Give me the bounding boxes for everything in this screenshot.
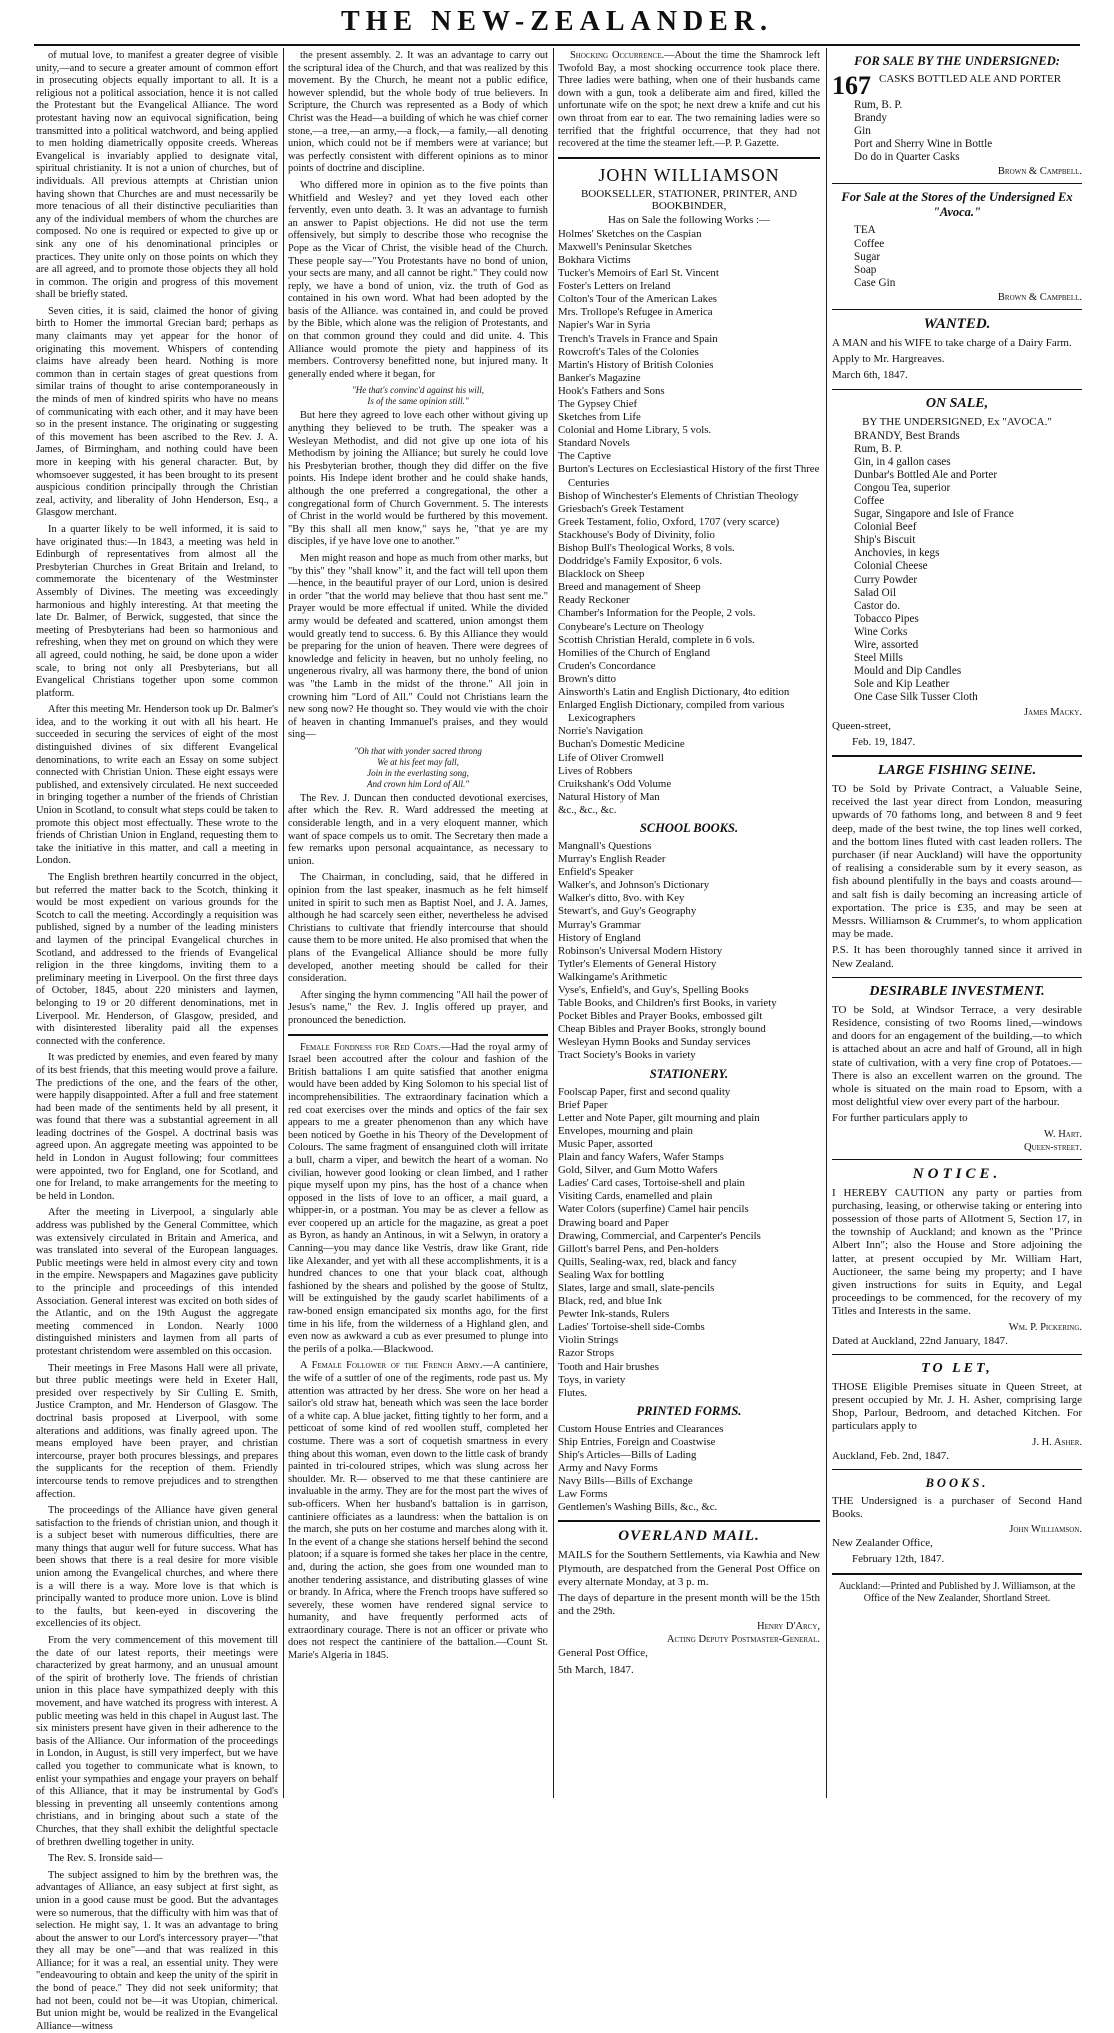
section-rule [832,1159,1082,1160]
school-book-item: Walker's, and Johnson's Dictionary [558,879,710,892]
article-body: —A cantiniere, the wife of a suttler of one of the regiments, rode past us. My attention was attracted by her dress. She wore on her head a sailor's old straw hat, beneath which was seen the lace border of a white cap. A blue jacket, fitting tightly to her form, and a petticoat of some kind of red woollen stuff, completed her costume. There was a sort of coquetish smartness in every thing about this woman, even down to the little cask of brandy painted in tri-coloured stripes, which was slung across her shoulder. Mr. R— observed to me that these cantiniere are invaluable in the army. They are for the most part the wives of sub-officers. When her husband's battalion is in garrison, cantiniere officiates as a laundress: when the battalion is on the march, she puts on her costume and marches along with it. In the event of a change she stations herself behind the second platoon; if a square is formed she takes her place in the centre, and, during the action, she goes from one wounded man to another tendering assistance, and distributing glasses of wine or brandy. In Africa, where the French troops have suffered so severely, these women have rendered signal service to humanity, and have frequently performed acts of extraordinary courage. There is not an officer or private who does not respect the cantiniere of the battalion.—Count St. Marie's Algeria in 1845. [288,1360,548,1662]
goods-item: Case Gin [854,276,896,289]
stationery-item: Sealing Wax for bottling [558,1268,664,1281]
section-rule [832,755,1082,757]
printed-form-item: Ship's Articles—Bills of Lading [558,1449,697,1461]
mail-signature: Henry D'Arcy, [757,1621,820,1633]
book-list-item: The Captive [558,450,612,463]
goods-item: Ship's Biscuit [854,534,916,547]
article-paragraph: The Chairman, in concluding, said, that he differed in opinion from the last speaker, inasmuch as he felt himself united in spirit to such men as Baptist Noel, and J. A. James, although he had scarcely seen either, nevertheless he advised Christians to cultivate that friendly intercourse that should cause them to be more united. He also promised that when the plans of the Evangelical Alliance should be more fully developed, another meeting should be called for their consideration. [288,872,548,985]
section-rule [832,309,1082,310]
column-2 [288,50,548,1795]
overland-mail-heading: OVERLAND MAIL. [618,1528,760,1545]
stationery-item: Tooth and Hair brushes [558,1360,659,1373]
section-rule [832,977,1082,978]
book-list-item: Breed and management of Sheep [558,581,701,594]
stationery-item: Visiting Cards, enamelled and plain [558,1190,713,1203]
school-books-list [558,840,820,1063]
newspaper-title: THE NEW-ZEALANDER. [340,6,774,37]
printed-forms-list [558,1423,820,1515]
stationery-item: Toys, in variety [558,1373,626,1386]
goods-item: Colonial Cheese [854,560,928,573]
printer-imprint: Auckland:—Printed and Published by J. Williamson, at the Office of the New Zealander, Shortland Street. [838,1580,1076,1604]
goods-item: Sole and Kip Leather [854,678,950,691]
goods-item: Wire, assorted [854,639,919,652]
printed-form-item: Army and Navy Forms [558,1462,658,1475]
book-list-item: Greek Testament, folio, Oxford, 1707 (very scarce) [558,515,780,528]
goods-item: Gin, in 4 gallon cases [854,455,951,468]
sale-goods-list [832,99,1082,164]
school-book-item: Vyse's, Enfield's, and Guy's, Spelling Books [558,984,749,996]
book-list-item: The Gypsey Chief [558,397,638,410]
stationery-heading: STATIONERY. [649,1066,729,1081]
school-book-item: Murray's English Reader [558,853,666,866]
investment-text: TO be Sold, at Windsor Terrace, a very desirable Residence, consisting of two Rooms lined,—windows and doors for an engagement of the building,—to which is attached about an acre and half of Ground, all in high state of cultivation, with a very fine crop of Potatoes.—There is also an excellent warren on the ground. The whole is situated on the main road to Epsom, with a most delightful view over every part of the harbour. [832,1003,1082,1109]
article-paragraph: After this meeting Mr. Henderson took up Dr. Balmer's idea, and to the working it out with all his heart. He succeeded in securing the services of eight of the most distinguished divines of six different Evangelical denominations, to write each an Essay on some subject connected with Christian Union. These eight essays were published, and extensively circulated. He next succeeded in bringing together a number of the friends of Christian Union in Scotland, to consult what steps could be taken to promote this object most effectually. These wrote to the friends of Christian Union in England, requesting them to take the initiative in this matter, and call a meeting in London. [36,704,278,867]
goods-item: Sugar [854,250,881,263]
school-book-item: Wesleyan Hymn Books and Sunday services [558,1036,751,1049]
book-list-item: Trench's Travels in France and Spain [558,332,718,345]
school-book-item: Mangnall's Questions [558,839,652,852]
masthead-rule [34,44,1080,46]
mail-signature-title: Acting Deputy Postmaster-General. [666,1634,820,1646]
notice-date: Dated at Auckland, 22nd January, 1847. [832,1334,1008,1347]
school-book-item: Tytler's Elements of General History [558,957,717,970]
article-paragraph: After singing the hymn commencing "All hail the power of Jesus's name," the Rev. J. Inglis offered up prayer, and pronounced the benediction. [288,989,548,1026]
goods-item: Colonial Beef [854,521,917,534]
school-books-heading: SCHOOL BOOKS. [639,820,739,835]
goods-item: Do do in Quarter Casks [854,151,960,164]
goods-item: Port and Sherry Wine in Bottle [854,138,993,151]
wanted-text: A MAN and his WIFE to take charge of a Dairy Farm. [832,336,1072,349]
section-rule [832,1354,1082,1355]
stationery-item: Water Colors (superfine) Camel hair pencils [558,1203,749,1216]
wanted-heading: WANTED. [923,315,991,332]
article-title: A Female Follower of the French Army. [300,1360,483,1372]
column-divider [826,48,827,1798]
column-divider [553,48,554,1798]
printed-form-item: Ship Entries, Foreign and Coastwise [558,1435,716,1448]
goods-item: Castor do. [854,599,900,612]
on-sale-heading: ON SALE, [925,395,989,411]
school-book-item: Murray's Grammar [558,918,641,931]
book-list-item: Doddridge's Family Expositor, 6 vols. [558,555,723,568]
notice-text: I HEREBY CAUTION any party or parties from purchasing, leasing, or otherwise taking or entering into possession of those parts of Allotment 5, Section 17, in the township of Auckland; and known as the "Prince Albert Inn"; also the House and Store adjoining the latter, at present occupied by Mr. William Hart, Auctioneer, the same being my property; and I have given instructions for suits in Equity, and Legal proceedings to be commenced, for the recovery of my Titles and Interests in the same. [832,1186,1082,1318]
article-paragraph: Seven cities, it is said, claimed the honor of giving birth to Homer the immortal Grecian bard; perhaps as many claimants may yet appear for the honor of originating this movement. Whispers of contending claims have already been heard. Nothing is more common than in certain stages of great questions from similar trains of thought to arise contemporaneously in the minds of men of kindred spirits who have no means of communicating with each other, and it may have been so in the present instance. The originating or suggesting of this movement has been ascribed to the Rev. J. A. James, of Birmingham, and nothing could have been more in keeping with his general character. But, by whomsoever suggested, it has been brought to its present auspicious condition principally through the Christian zeal, activity, and liberality of John Henderson, Esq., a Glasgow merchant. [36,305,278,519]
article-paragraph: After the meeting in Liverpool, a singularly able address was published by the General Committee, which was extensively circulated in Britain and America, and was translated into several of the European languages. Public meetings were held in almost every city and town in the empire. Newspapers and Magazines gave publicity to the principle and proceedings of this intended Association. General interest was excited on both sides of the Atlantic, and on the 19th August the aggregate meeting commenced in London. Nearly 1000 distinguished ministers and laymen from all parts of protestant christendom were assembled on this occasion. [36,1207,278,1357]
verse-quote: "He that's convinc'd against his will, Is of the same opinion still." [351,385,485,407]
book-list-item: Scottish Christian Herald, complete in 6 vols. [558,633,755,646]
article-paragraph: The Rev. J. Duncan then conducted devotional exercises, after which the Rev. R. Ward addressed the meeting at considerable length, and in a very eloquent manner, which want of space compels us to omit. The Secretary then made a few remarks upon personal acquaintance, as necessary to union. [288,792,548,867]
goods-item: Tobacco Pipes [854,612,919,625]
book-list-item: Natural History of Man [558,790,660,803]
goods-item: Coffee [854,495,885,508]
school-book-item: Enfield's Speaker [558,866,634,879]
stationery-item: Drawing board and Paper [558,1216,669,1229]
goods-item: Wine Corks [854,625,908,638]
masthead [0,0,1114,44]
school-book-item: Walkingame's Arithmetic [558,970,668,983]
mail-notice-dates: The days of departure in the present month will be the 15th and the 29th. [558,1592,820,1618]
stationery-item: Gold, Silver, and Gum Motto Wafers [558,1164,718,1177]
book-list-item: Lives of Robbers [558,764,633,777]
stationery-item: Drawing, Commercial, and Carpenter's Pencils [558,1229,761,1242]
article-paragraph: the present assembly. 2. It was an advantage to carry out the scriptural idea of the Church, and that was realized by this movement. By the Church, he meant not a public edifice, however splendid, but the whole body of true believers. In Scripture, the Church was represented as a Body of which Christ was the Head—a building of which he was chief corner stone,—a tree,—an army,—a flock,—a family,—all denoting union, which could not be if members were at variance; but was perfectly consistent with different opinions as to minor points of doctrine and discipline. [288,50,548,175]
book-list-item: Bishop Bull's Theological Works, 8 vols. [558,542,735,554]
stores-goods-list [832,224,1082,289]
book-list-item: &c., &c., &c. [558,803,617,816]
printed-form-item: Navy Bills—Bills of Exchange [558,1475,693,1488]
printed-form-item: Custom House Entries and Clearances [558,1422,724,1435]
goods-item: Rum, B. P. [854,99,903,111]
stationery-item: Ladies' Card cases, Tortoise-shell and plain [558,1177,745,1190]
school-book-item: History of England [558,931,641,944]
goods-item: BRANDY, Best Brands [854,429,960,442]
book-list-item: Bishop of Winchester's Elements of Christian Theology [558,489,799,502]
stores-heading: For Sale at the Stores of the Undersigned Ex "Avoca." [841,190,1073,220]
stationery-item: Brief Paper [558,1098,608,1111]
book-list-item: Rowcroft's Tales of the Colonies [558,345,699,358]
sale-ad [832,73,1082,177]
article-paragraph: Men might reason and hope as much from other marks, but "by this" they "shall know" it, and the fact will tell upon them—hence, in the beautiful prayer of our Lord, union is desired in order "that the world may believe that thou hast sent me." Prayer would be more effectual if united. While the divided army would be defeated and scattered, union amongst them would greatly tend to success. 6. By this Alliance they would be preparing for the union of heaven. There were degrees of knowledge and felicity in heaven, but no unholy feeling, no ungenerous rivalry, all was harmony there, the bond of union was "the Lamb in the midst of the throne." All join in crowning him "Lord of All." Could not Christians learn the new song now? He thought so. They would vie with the choir of heaven in chanting Immanuel's praises, and they would sing— [288,552,548,741]
section-rule [558,157,820,159]
stationery-item: Envelopes, mourning and plain [558,1124,693,1137]
section-rule [832,389,1082,390]
investment-apply: For further particulars apply to [832,1112,968,1125]
school-book-item: Cheap Bibles and Prayer Books, strongly bound [558,1023,766,1036]
to-let-signature: J. H. Asher. [1032,1436,1082,1448]
on-sale-place: Queen-street, [832,719,891,732]
book-list-item: Buchan's Domestic Medicine [558,738,685,751]
school-book-item: Tract Society's Books in variety [558,1049,696,1062]
book-list-item: Holmes' Sketches on the Caspian [558,227,702,240]
book-list-item: Colton's Tour of the American Lakes [558,293,718,306]
books-heading: BOOKS. [925,1475,989,1490]
book-list-item: Colonial and Home Library, 5 vols. [558,424,712,437]
to-let-text: THOSE Eligible Premises situate in Queen Street, at present occupied by Mr. J. H. Asher, comprising large Shop, Parlour, Bedroom, and detached Kitchen. For particulars apply to [832,1380,1082,1433]
goods-item: Anchovies, in kegs [854,547,940,560]
book-list-item: Brown's ditto [558,672,617,685]
printed-form-item: Law Forms [558,1488,608,1501]
goods-item: Congou Tea, superior [854,481,951,494]
article-fondness [288,1042,548,1357]
investment-heading: DESIRABLE INVESTMENT. [869,983,1045,999]
stationery-item: Violin Strings [558,1334,619,1347]
article-paragraph: The English brethren heartily concurred in the object, but referred the matter back to the Scotch, thinking it would be most expedient on various grounds for the Scotch to call the meeting. Accordingly a requisition was published, signed by a number of the leading ministers and laymen of the principal Evangelical churches in Scotland, and addressed to the friends of Evangelical religion in the three kingdoms, inviting them to a preliminary meeting in Liverpool. On the first three days of October, 1845, about 220 ministers and laymen, belonging to 19 or 20 different denominations, met in Liverpool. Mr. Henderson, of Glasgow, presided, and with disinterested liberality paid all the expenses connected with the conference. [36,872,278,1047]
section-rule [558,1520,820,1522]
wanted-date: March 6th, 1847. [832,369,908,382]
stationery-item: Flutes. [558,1386,588,1399]
book-list-item: Conybeare's Lecture on Theology [558,620,704,633]
to-let-heading: TO LET, [921,1360,993,1376]
column-divider [283,48,284,1798]
school-book-item: Walker's ditto, 8vo. with Key [558,892,685,905]
goods-item: Coffee [854,237,885,250]
on-sale-signature: James Macky. [1024,706,1082,718]
on-sale-sub: BY THE UNDERSIGNED, Ex "AVOCA." [862,415,1052,428]
goods-item: Gin [854,125,871,138]
article-body: —Had the royal army of Israel been accoutred after the colour and fashion of the British battalions I am quite satisfied that another enigma would have been added by King Solomon to his special list of incomprehensibilities. The extraordinary facination which a red coat exercises over the minds and optics of the fair sex appears to me a greater phenomenon than any which have been noticed by Goethe in his Theory of the Development of Colours. The same fragment of ensanguined cloth will irritate a bull, charm a viper, and bewitch the heart of a woman. No civilian, however good looking or clean limbed, and I rather pique myself upon my pins, has the host of a chance when opposed in the lists of love to an officer, a mail guard, a whipper-in, or a postman. You may be as clever a fellow as ever coopered up an article for the magazine, as great a poet as Byron, as handy an Antinous, in wit a Selwyn, in oratory a Canning—you may dance like Vestris, draw like Grant, ride like Alexander, and yet with all these accomplishments, it is a hundred chances to one that your black coat, although fashioned by the shears and polished by the goose of Stultz, will be extinguished by the gaudy scarlet habiliments of a raw-boned ensign emancipated six months ago, for the first time in his life, from the wilderness of a Highland glen, and even now as awkward a cub as ever presumed to plunge into the perils of a polka.—Blackwood. [288,1041,548,1355]
article-paragraph: Their meetings in Free Masons Hall were all private, but three public meetings were held in Exeter Hall, presided over respectively by Sir Culling E. Smith, Justice Crampton, and Mr. Henderson of Glasgow. The doctrinal basis proposed at Liverpool, with some alterations and additions, was finally agreed upon. The means employed have been prayer, and christian intercourse, prayer both procures blessings, and prepares the supplicants for the reception of them. Friendly intercourse tends to remove prejudices and to strengthen affection. [36,1362,278,1500]
school-book-item: Pocket Bibles and Prayer Books, embossed gilt [558,1010,763,1023]
book-list-item: Maxwell's Peninsular Sketches [558,240,692,253]
stationery-item: Foolscap Paper, first and second quality [558,1085,731,1098]
book-list-item: Hook's Fathers and Sons [558,384,665,397]
goods-item: Dunbar's Bottled Ale and Porter [854,468,998,481]
verse-quote: "Oh that with yonder sacred throng We at his feet may fall, Join in the everlasting song, And crown him Lord of All." [354,745,482,789]
book-list-item: Standard Novels [558,437,630,450]
books-signature: John Williamson. [1009,1524,1082,1536]
book-list-item: Enlarged English Dictionary, compiled from various Lexicographers [558,699,785,725]
stationery-item: Ladies' Tortoise-shell side-Combs [558,1321,705,1334]
stationery-item: Gillott's barrel Pens, and Pen-holders [558,1242,719,1255]
books-text: THE Undersigned is a purchaser of Second Hand Books. [832,1494,1082,1521]
stationery-item: Slates, large and small, slate-pencils [558,1281,715,1294]
book-list-item: Cruden's Concordance [558,659,656,672]
stationery-item: Plain and fancy Wafers, Wafer Stamps [558,1151,724,1164]
notice-signature: Wm. P. Pickering. [1008,1321,1082,1333]
advertiser-name: JOHN WILLIAMSON [598,164,780,185]
sale-goods-head: CASKS BOTTLED ALE AND PORTER [879,73,1062,85]
school-book-item: Table Books, and Children's first Books, in variety [558,997,777,1010]
article-paragraph: In a quarter likely to be well informed, it is said to have originated thus:—In 1843, a meeting was held in Edinburgh of representatives from almost all the Presbyterian Churches in Great Britain and Ireland, to commemorate the bicentenary of the Westminster Assembly of Divines. The meeting was exceedingly harmonious and highly interesting. At that meeting the late Dr. Balmer, of Berwick, suggested, that since the meeting of Presbyterians had been so harmonious and refreshing, when they met on ground on which they were all agreed, could nothing, he said, be done upon a wider scale, to bring not only all Presbyterians, but all Evangelical Christians together upon some common platform. [36,523,278,699]
seine-text: TO be Sold by Private Contract, a Valuable Seine, received the last year direct from London, measuring upwards of 70 fathoms long, and between 8 and 9 feet deep, made of the best twine, the top lines well corked, and the bottom lines fluted with cast leaden rollers. The purchaser (if near Auckland) will have the opportunity of realising a considerable sum by it every season, as fish abound plentifully in the bays and coasts around—and salt fish is daily becoming an increasing article of exportation. The price is £35, and may be seen at Messrs. Williamson & Crummer's, to whom application may be made. [832,782,1082,941]
books-place: New Zealander Office, [832,1537,933,1550]
mail-date: 5th March, 1847. [558,1663,634,1676]
book-list-item: Banker's Magazine [558,371,641,384]
column-1 [36,50,278,2032]
printed-form-item: Gentlemen's Washing Bills, &c., &c. [558,1501,718,1514]
article-shocking [558,50,820,151]
article-paragraph: From the very commencement of this movement till the date of our latest reports, their meetings were characterized by great harmony, and an unusual amount of the spirit of brotherly love. The friends of christian union in this place have sympathized deeply with this movement, and have watched its progress with interest. A public meeting was held in this chapel in August last. The six ministers present have given in their adherence to the basis of the Alliance. Our information of the proceedings in London, in August, is still very imperfect, but we have called you together to communicate what is known, to enlist your sympathies and engage your prayers on behalf of this Alliance, that it may be instrumental by God's blessing in preventing all unseemly contentions among christians, and in bringing about such a state of the Churches, that they shall exhibit the delightful spectacle of brethren dwelling together in unity. [36,1635,278,1848]
seine-heading: LARGE FISHING SEINE. [877,762,1037,778]
advertiser-trade: BOOKSELLER, STATIONER, PRINTER, AND BOOKBINDER, [580,187,798,212]
book-list-item: Blacklock on Sheep [558,568,645,581]
section-rule [288,1034,548,1036]
book-list-item: Mrs. Trollope's Refugee in America [558,306,713,319]
article-paragraph: The proceedings of the Alliance have given general satisfaction to the friends of christian union, and though it is a subject beset with numerous difficulties, there are many things that augur well for future success. What has been shows that there is a real desire for more visible union among the Evangelical churches, and where there is a will there is a way. More love is that which is principally wanted to produce more union. Love is blind to the faults, but keen-eyed in discovering the excellencies of its object. [36,1505,278,1630]
investment-signature: W. Hart. [1044,1128,1082,1140]
article-title: Female Fondness for Red Coats. [300,1041,441,1053]
column-4 [832,50,1082,1795]
goods-item: Brandy [854,112,887,125]
seine-postscript: P.S. It has been thoroughly tanned since it arrived in New Zealand. [832,944,1082,970]
sale-heading: FOR SALE BY THE UNDERSIGNED: [854,54,1060,68]
book-list-item: Bokhara Victims [558,253,631,266]
wanted-apply: Apply to Mr. Hargreaves. [832,353,945,366]
book-list-item: Sketches from Life [558,411,641,424]
cask-count: 167 [832,71,871,100]
school-book-item: Robinson's Universal Modern History [558,944,723,957]
stationery-item: Letter and Note Paper, gilt mourning and plain [558,1111,760,1124]
book-list-item: Burton's Lectures on Ecclesiastical History of the first Three Centuries [558,463,820,489]
on-sale-date: Feb. 19, 1847. [852,735,916,748]
advertiser-intro: Has on Sale the following Works :— [607,213,771,226]
section-rule [832,1573,1082,1575]
goods-item: Mould and Dip Candles [854,665,962,678]
book-list-item: Life of Oliver Cromwell [558,751,664,764]
book-list-item: Stackhouse's Body of Divinity, folio [558,528,715,541]
stationery-item: Music Paper, assorted [558,1137,653,1150]
book-list-item: Foster's Letters on Ireland [558,280,671,293]
stores-signature: Brown & Campbell. [997,291,1082,303]
mail-notice: MAILS for the Southern Settlements, via Kawhia and New Plymouth, are despatched from the General Post Office on every alternate Monday, at 3 p. m. [558,1549,820,1588]
goods-item: Steel Mills [854,652,903,665]
section-rule [832,1469,1082,1470]
stationery-item: Black, red, and blue Ink [558,1295,662,1308]
book-list-item: Griesbach's Greek Testament [558,502,684,515]
column-3 [558,50,820,1795]
article-paragraph: of mutual love, to manifest a greater degree of visible unity,—and to secure a greater amount of common effort in prosecuting objects equally important to all. It is a religious not a political association, hence it is not called the Protestant but the Evangelical Alliance. The word protestant having now an equivocal signification, being transmitted into a political watchword, and being applied to men holding diametrically opposite creeds. Whereas Evangelical is invariably applied to designate vital, spiritual christianity. It is not a union of churches, but of individuals. All previous attempts at Christian union having shown that Churches are and must necessarily be more tenacious of all their distinctive peculiarities than any of the individual members of whom the churches are composed. No one is required or expected to give up or sink any one of his denominational principles or practices. They unite only on those points on which they are all agreed, and to promote those objects they all hold in common. The origin and progress of this movement shall be briefly stated. [36,50,278,301]
stationery-item: Quills, Sealing-wax, red, black and fancy [558,1255,737,1268]
article-follower [288,1360,548,1662]
sale-signature: Brown & Campbell. [997,166,1082,178]
on-sale-goods-list [832,430,1082,705]
books-list [558,228,820,817]
book-list-item: Napier's War in Syria [558,319,651,332]
goods-item: Curry Powder [854,573,918,586]
notice-heading: NOTICE. [912,1165,1002,1182]
books-date: February 12th, 1847. [852,1553,945,1566]
article-paragraph: Who differed more in opinion as to the five points than Whitfield and Wesley? and yet they loved each other fervently, even unto death. 3. It was an advantage to furnish an answer to Papist objections. He did not use the term offensively, but simply to describe those who recognise the Pope as the Vicar of Christ, the visible head of the Church. These people say—"You Protestants have no bond of union, your sects are many, and all cannot be right." They could now reply, we have a bond of union, viz. the truth of God as contained in his own word. What had been adopted by the basis of the Alliance. was contained in, and could be proved by the Bible, which alone was the religion of Protestants, and on that common ground they could and did unite. 4. This Alliance would promote the piety and happiness of its members. Controversy benefitted none, but injured many. It generally ended where it began, for [288,179,548,380]
book-list-item: Homilies of the Church of England [558,646,711,659]
article-paragraph: It was predicted by enemies, and even feared by many of its best friends, that this meeting would prove a failure. The predictions of the one, and the fears of the other, were happily disappointed. After a full and free statement had been made of the sentiments held by all present, it was found that there was a substantial agreement in all leading doctrines of the Gospel. A doctrinal basis was agreed upon. An aggregate meeting was appointed to be held in London in August following; four committees were appointed, two for England, one for Scotland, and one for Ireland, to make arrangements for the meeting to be held in London. [36,1052,278,1202]
printed-forms-heading: PRINTED FORMS. [636,1403,742,1418]
book-list-item: Tucker's Memoirs of Earl St. Vincent [558,267,719,280]
goods-item: Salad Oil [854,586,896,599]
book-list-item: Norrie's Navigation [558,725,643,738]
book-list-item: Chamber's Information for the People, 2 vols. [558,607,756,620]
school-book-item: Stewart's, and Guy's Geography [558,905,697,918]
book-list-item: Cruikshank's Odd Volume [558,777,672,790]
article-title: Shocking Occurrence. [570,50,665,61]
goods-item: Soap [854,263,877,276]
stationery-list [558,1086,820,1400]
goods-item: Sugar, Singapore and Isle of France [854,508,1014,521]
goods-item: Rum, B. P. [854,442,903,455]
stationery-item: Pewter Ink-stands, Rulers [558,1308,670,1321]
investment-place: Queen-street. [1023,1141,1082,1153]
book-list-item: Ainsworth's Latin and English Dictionary, 4to edition [558,686,790,699]
goods-item: TEA [854,224,876,237]
book-list-item: Ready Reckoner [558,594,630,607]
section-rule [832,183,1082,184]
book-list-item: Martin's History of British Colonies [558,358,714,371]
article-paragraph: But here they agreed to love each other without giving up anything they believed to be truth. The speaker was a Wesleyan Methodist, and did not give up one iota of his Methodism by joining the Alliance; but surely he could love his Presbyterian brother, though they did differ on the five points. His Indepe ident brother and he could shake hands, although the one preferred a congregational, the other a congregational form of Church Government. 5. The interests of Christ in the world would be furthered by this movement. "By this shall all men know," says he, "that ye are my disciples, if ye have love one to another." [288,410,548,548]
article-paragraph: The subject assigned to him by the brethren was, the advantages of Alliance, an easy subject at first sight, as union in a good cause must be good. But the advantages were so numerous, that the difficulty with him was that of selection. He might say, 1. It was an advantage to bring about the answer to our Lord's intercessory prayer—"that they all may be one"—and that was realized in this Alliance; for it was a real, an essential unity. They were "endeavouring to obtain and keep the unity of the spirit in the bond of peace." They did not seek uniformity; that had not been, could not be—it was Utopian, chimerical. But union might be, would be realized in the Evangelical Alliance—witness [36,1869,278,2032]
stationery-item: Razor Strops [558,1347,615,1360]
to-let-date: Auckland, Feb. 2nd, 1847. [832,1449,950,1462]
goods-item: One Case Silk Tusser Cloth [854,691,978,704]
article-body: —About the time the Shamrock left Twofold Bay, a most shocking occurrence took place there. Three ladies were bathing, when one of their husbands came down with a gun, took a deliberate aim and fired, killed the unfortunate wife on the spot; he next drew a knife and cut his own throat from ear to ear. The two remaining ladies were so terrified that the frightful occurrence, that they had not recovered at the time the steamer left.—P. P. Gazette. [558,50,820,150]
mail-place: General Post Office, [558,1647,648,1660]
speaker-intro: The Rev. S. Ironside said— [48,1853,163,1865]
